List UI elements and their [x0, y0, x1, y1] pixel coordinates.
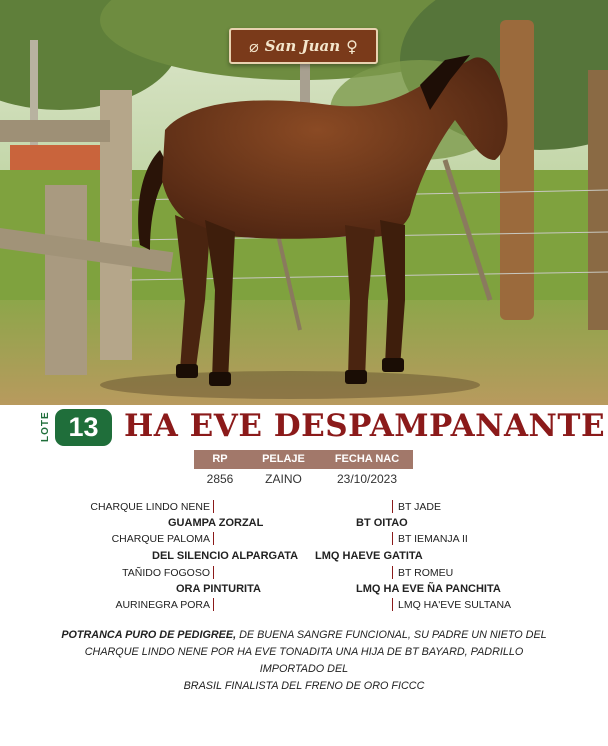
ped-divider	[213, 566, 214, 579]
ped-dam-ggs2: BT ROMEU	[398, 567, 454, 579]
ped-divider	[213, 598, 214, 611]
description-lead: POTRANCA PURO DE PEDIGREE,	[61, 629, 237, 641]
ped-divider	[392, 500, 393, 513]
ped-dam-gd1: LMQ HA EVE ÑA PANCHITA	[356, 583, 501, 595]
ped-divider	[392, 532, 393, 545]
lote-number: 13	[55, 409, 112, 446]
ped-divider	[392, 566, 393, 579]
brand-name: San Juan	[264, 37, 341, 55]
header-pelaje: PELAJE	[262, 453, 305, 465]
ped-sire-ggd1: CHARQUE PALOMA	[111, 533, 210, 545]
ped-sire-gd1: ORA PINTURITA	[176, 583, 261, 595]
ped-dam-gs1: BT OITAO	[356, 517, 408, 529]
ped-dam: LMQ HAEVE GATITA	[315, 550, 423, 562]
info-table-header	[194, 450, 413, 469]
description-line-1	[54, 627, 554, 644]
description-line-2: CHARQUE LINDO NENE POR HA EVE TONADITA UNA HIJA DE BT BAYARD, PADRILLO IMPORTADO DEL	[84, 646, 524, 675]
info-table-values	[194, 470, 413, 488]
female-symbol-icon: ♀	[346, 36, 358, 56]
brand-mark-icon: ⌀	[249, 36, 259, 56]
ped-dam-ggd2: LMQ HA'EVE SULTANA	[398, 599, 512, 611]
ped-dam-ggs1: BT JADE	[398, 501, 441, 513]
value-pelaje: ZAINO	[265, 472, 302, 486]
brand-badge	[229, 28, 378, 64]
description	[54, 627, 554, 695]
horse-name-title: HA EVE DESPAMPANANTE	[124, 408, 606, 444]
ped-divider	[392, 598, 393, 611]
ped-sire: DEL SILENCIO ALPARGATA	[152, 550, 299, 562]
ped-sire-ggs2: TAÑIDO FOGOSO	[122, 567, 210, 579]
header-rp: RP	[212, 453, 228, 465]
value-fecha-nac: 23/10/2023	[336, 472, 398, 486]
header-fecha-nac: FECHA NAC	[334, 453, 400, 465]
description-line-3: BRASIL FINALISTA DEL FRENO DE ORO FICCC	[183, 680, 425, 692]
ped-divider	[213, 500, 214, 513]
ped-dam-ggd1: BT IEMANJA II	[398, 533, 468, 545]
ped-sire-ggd2: AURINEGRA PORA	[115, 599, 210, 611]
ped-sire-ggs1: CHARQUE LINDO NENE	[90, 501, 210, 513]
ped-divider	[213, 532, 214, 545]
value-rp: 2856	[206, 472, 234, 486]
lote-label: LOTE	[40, 411, 51, 443]
description-line-1-rest: DE BUENA SANGRE FUNCIONAL, SU PADRE UN NIETO DEL	[236, 629, 547, 641]
ped-sire-gs1: GUAMPA ZORZAL	[168, 517, 264, 529]
